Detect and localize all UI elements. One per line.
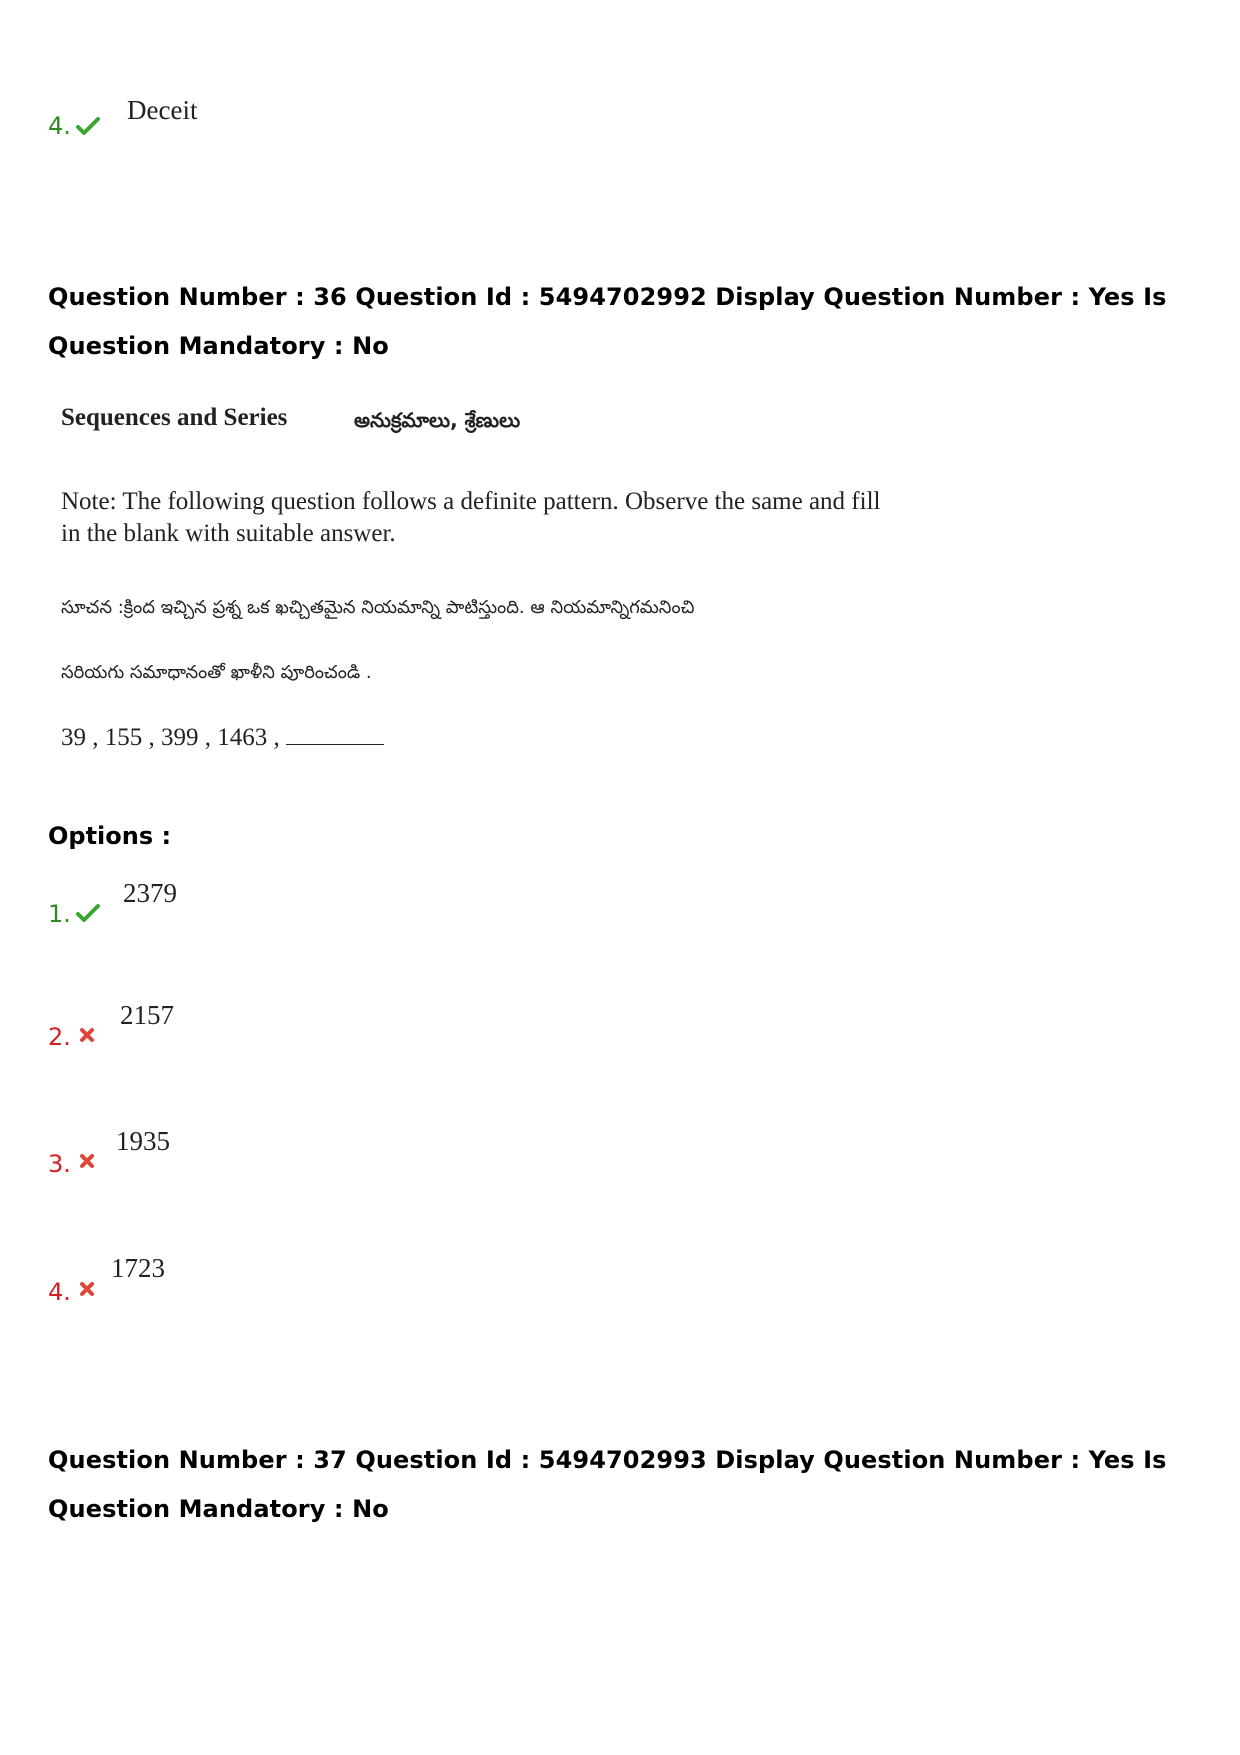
question-header: Question Number : 36 Question Id : 5494702992 Display Question Number : Yes Is Question Mandatory : No bbox=[48, 283, 1167, 360]
options-label: Options : bbox=[48, 822, 172, 850]
option-number: 3. bbox=[48, 1150, 71, 1178]
option-value: 1935 bbox=[116, 1126, 170, 1156]
cross-icon bbox=[79, 1281, 95, 1297]
note-en-1: Note: The following question follows a definite pattern. Observe the same and fill bbox=[61, 488, 881, 515]
option-number: 1. bbox=[48, 900, 71, 928]
cross-icon bbox=[79, 1027, 95, 1043]
cross-icon bbox=[79, 1153, 95, 1169]
series: 39 , 155 , 399 , 1463 , bbox=[61, 724, 280, 751]
topic-te: అనుక్రమాలు, శ్రేణులు bbox=[354, 408, 521, 432]
option-number: 4. bbox=[48, 1278, 71, 1306]
option-value: 1723 bbox=[111, 1253, 165, 1283]
check-icon bbox=[76, 116, 100, 136]
note-te-1: సూచన :క్రింద ఇచ్చిన ప్రశ్న ఒక ఖచ్చితమైన నియమాన్ని పాటిస్తుంది. ఆ నియమాన్నిగమనించి bbox=[61, 597, 695, 618]
option-number: 4. bbox=[48, 112, 71, 140]
check-icon bbox=[76, 903, 100, 923]
question-body bbox=[48, 394, 898, 770]
prev-option-4 bbox=[48, 112, 71, 140]
option-value: 2157 bbox=[120, 1000, 174, 1030]
option-value: Deceit bbox=[127, 95, 198, 125]
option-value: 2379 bbox=[123, 878, 177, 908]
option-number: 2. bbox=[48, 1023, 71, 1051]
topic-en: Sequences and Series bbox=[61, 404, 288, 431]
question-header: Question Number : 37 Question Id : 5494702993 Display Question Number : Yes Is Question Mandatory : No bbox=[48, 1446, 1167, 1523]
topic-line bbox=[61, 404, 881, 432]
series-line bbox=[61, 724, 384, 752]
note-en-2: in the blank with suitable answer. bbox=[61, 520, 396, 547]
note-te-2: సరియగు సమాధానంతో ఖాళీని పూరించండి . bbox=[61, 662, 372, 683]
answer-blank bbox=[286, 724, 384, 745]
